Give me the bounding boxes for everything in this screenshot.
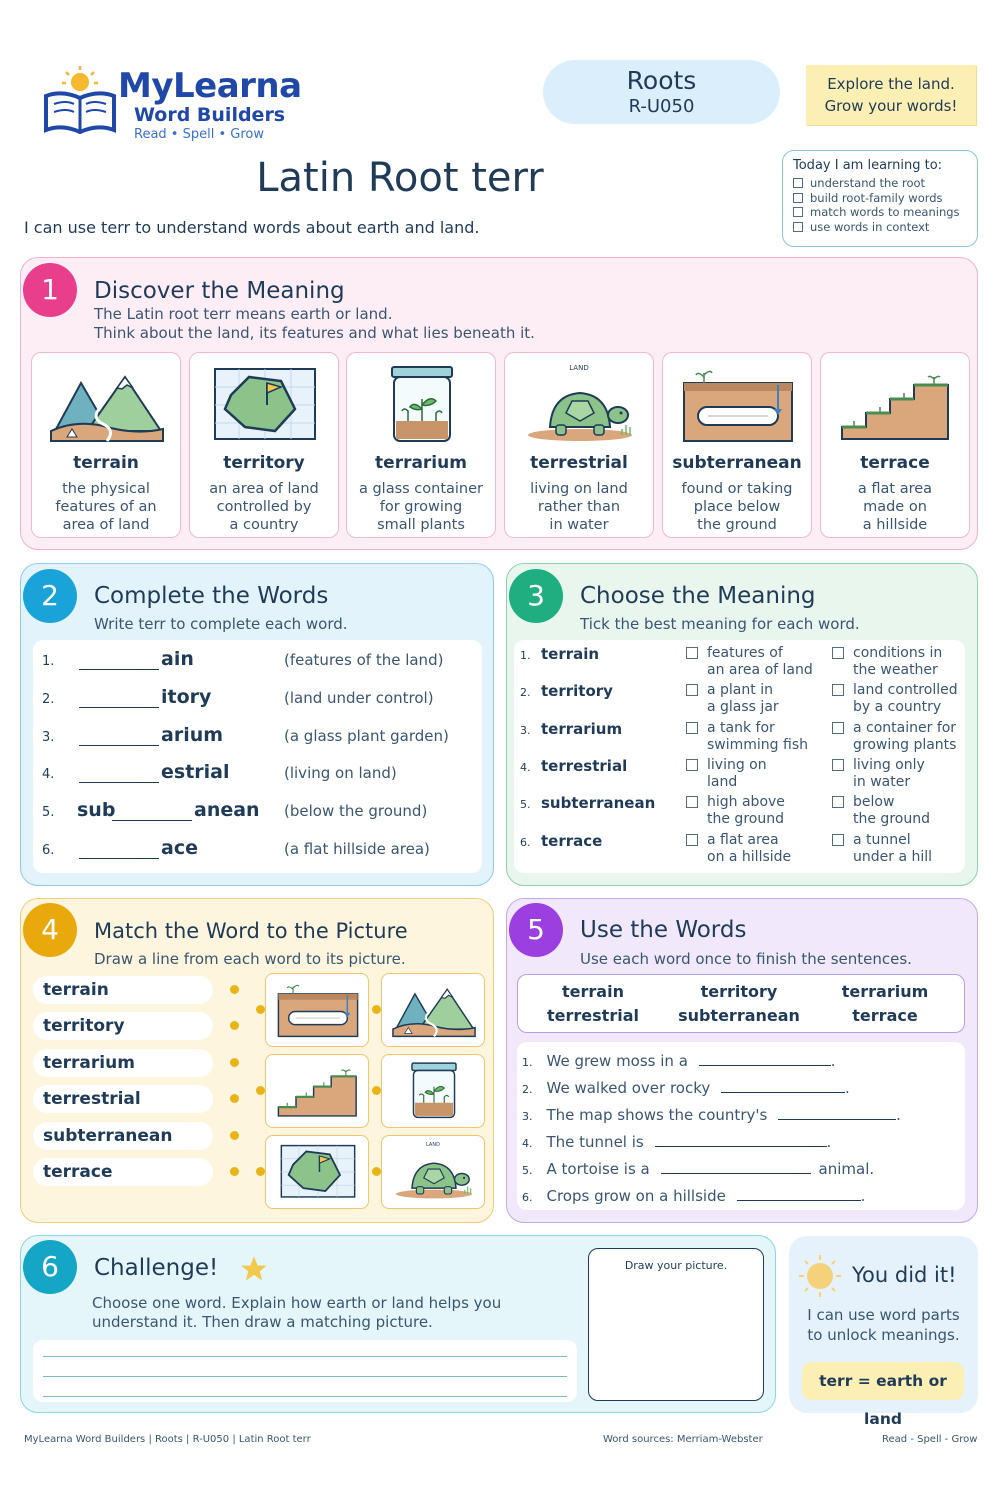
bank-word: terrain [562, 982, 624, 1001]
choice-row: 1. terrain features of an area of land conditions in the weather [520, 645, 943, 678]
option-a[interactable]: a flat area on a hillside [686, 832, 791, 866]
option-a[interactable]: a tank for swimming fish [686, 720, 808, 754]
underground-tunnel-icon [274, 977, 362, 1043]
picture-box[interactable] [265, 973, 369, 1047]
choice-row: 5. subterranean high above the ground below the ground [520, 794, 930, 827]
section-subtitle: Tick the best meaning for each word. [580, 615, 860, 633]
bank-word: terrestrial [547, 1006, 639, 1025]
answer-blank[interactable] [699, 1048, 831, 1066]
checkbox[interactable] [686, 796, 698, 808]
goal-item[interactable]: match words to meanings [793, 205, 967, 220]
section-title: Complete the Words [94, 583, 329, 609]
checkbox[interactable] [832, 647, 844, 659]
picture-dot[interactable] [372, 1005, 381, 1014]
picture-box[interactable] [265, 1135, 369, 1209]
section-number-5: 5 [509, 903, 563, 957]
sentence-row: 2. We walked over rocky . [522, 1075, 850, 1097]
sentence-row: 3. The map shows the country's . [522, 1102, 901, 1124]
picture-box[interactable] [265, 1054, 369, 1128]
fill-in-row: 5. sub anean (below the ground) [42, 799, 428, 821]
picture-box[interactable] [381, 973, 485, 1047]
card-word: terrarium [375, 453, 467, 473]
option-b[interactable]: below the ground [832, 794, 930, 828]
jar-plant-icon [362, 365, 482, 445]
footer-left: MyLearna Word Builders | Roots | R-U050 | Latin Root terr [24, 1434, 311, 1445]
section-intro-line-2: Think about the land, its features and what lies beneath it. [94, 324, 535, 342]
jar-plant-icon [390, 1058, 478, 1124]
learning-goals-box [782, 150, 978, 247]
section-number-3: 3 [509, 569, 563, 623]
answer-blank[interactable] [79, 765, 159, 783]
sentence-row: 6. Crops grow on a hillside . [522, 1183, 865, 1205]
answer-blank[interactable] [79, 690, 159, 708]
fill-in-row: 6. ace (a flat hillside area) [42, 837, 430, 859]
map-flag-icon [205, 365, 325, 445]
card-definition: an area of land controlled by a country [209, 481, 319, 533]
section-subtitle: Use each word once to finish the sentences. [580, 950, 912, 968]
word-card-territory [189, 352, 339, 538]
logo-title: MyLearna [118, 66, 302, 106]
bank-word: subterranean [678, 1006, 800, 1025]
card-definition: found or taking place below the ground [681, 481, 793, 533]
challenge-line-1: Choose one word. Explain how earth or land helps you [92, 1294, 502, 1312]
answer-blank[interactable] [655, 1129, 827, 1147]
answer-blank[interactable] [79, 728, 159, 746]
checkbox[interactable] [686, 684, 698, 696]
terraced-hill-icon [274, 1058, 362, 1124]
land-label: LAND [569, 364, 589, 372]
section-subtitle: Draw a line from each word to its picture. [94, 950, 406, 968]
drawing-box[interactable] [588, 1248, 764, 1401]
page-title: Latin Root terr [256, 155, 544, 201]
option-a[interactable]: a plant in a glass jar [686, 682, 779, 716]
match-word[interactable]: terrace [33, 1158, 213, 1186]
learning-statement: I can use terr to understand words about earth and land. [24, 218, 480, 237]
section-number-4: 4 [23, 903, 77, 957]
terraced-hill-icon [836, 365, 956, 445]
fill-in-row: 3. arium (a glass plant garden) [42, 724, 449, 746]
section-title: Discover the Meaning [94, 278, 345, 304]
fill-in-row: 2. itory (land under control) [42, 686, 434, 708]
bank-word: territory [700, 982, 778, 1001]
bank-word: terrace [852, 1006, 918, 1025]
checkbox[interactable] [686, 834, 698, 846]
option-b[interactable]: a tunnel under a hill [832, 832, 932, 866]
drawing-label: Draw your picture. [624, 1259, 728, 1272]
picture-box[interactable] [381, 1135, 485, 1209]
checkbox[interactable] [793, 222, 803, 232]
match-word[interactable]: territory [33, 1012, 213, 1040]
word-card-terrarium [346, 352, 496, 538]
option-b[interactable]: land controlled by a country [832, 682, 958, 716]
summary-text: I can use word parts to unlock meanings. [807, 1306, 960, 1344]
checkbox[interactable] [832, 796, 844, 808]
answer-blank[interactable] [79, 652, 159, 670]
card-word: terrestrial [530, 453, 628, 473]
option-b[interactable]: living only in water [832, 757, 925, 791]
match-word[interactable]: terrarium [33, 1049, 213, 1077]
topic-label: Roots [626, 66, 697, 95]
checkbox[interactable] [832, 759, 844, 771]
goal-item[interactable]: understand the root [793, 176, 967, 191]
star-icon [240, 1255, 268, 1283]
land-label: LAND [426, 1142, 440, 1148]
option-a[interactable]: living on land [686, 757, 767, 791]
section-subtitle: Write terr to complete each word. [94, 615, 348, 633]
summary-title: You did it! [852, 1263, 957, 1287]
answer-blank[interactable] [778, 1102, 896, 1120]
match-dot[interactable] [230, 985, 239, 994]
map-flag-icon [274, 1139, 362, 1205]
word-card-subterranean [662, 352, 812, 538]
section-intro-line-1: The Latin root terr means earth or land. [94, 305, 393, 323]
checkbox[interactable] [686, 647, 698, 659]
option-a[interactable]: features of an area of land [686, 645, 813, 679]
tortoise-icon [390, 1139, 478, 1205]
card-word: terrace [860, 453, 930, 473]
tortoise-icon [520, 365, 640, 445]
answer-blank[interactable] [112, 803, 192, 821]
underground-tunnel-icon [678, 365, 798, 445]
choice-row: 6. terrace a flat area on a hillside a tunnel under a hill [520, 832, 933, 865]
picture-dot[interactable] [256, 1167, 265, 1176]
match-dot[interactable] [230, 1094, 239, 1103]
picture-dot[interactable] [256, 1086, 265, 1095]
unit-code: R-U050 [628, 96, 695, 117]
picture-dot[interactable] [372, 1086, 381, 1095]
card-word: territory [223, 453, 305, 473]
match-dot[interactable] [230, 1131, 239, 1140]
open-book-sun-icon [40, 66, 120, 136]
logo-subtitle: Word Builders [134, 104, 286, 126]
option-b[interactable]: a container for growing plants [832, 720, 956, 754]
challenge-line-2: understand it. Then draw a matching picture. [92, 1313, 433, 1331]
section-number-6: 6 [23, 1240, 77, 1294]
note-line-2: Grow your words! [824, 97, 958, 115]
answer-blank[interactable] [721, 1075, 845, 1093]
answer-blank[interactable] [737, 1183, 861, 1201]
picture-dot[interactable] [256, 1005, 265, 1014]
word-card-terrace [820, 352, 970, 538]
sun-icon [797, 1253, 843, 1299]
fill-in-row: 1. ain (features of the land) [42, 648, 444, 670]
sentence-row: 5. A tortoise is a animal. [522, 1156, 874, 1178]
checkbox[interactable] [832, 722, 844, 734]
sentence-list [517, 1042, 965, 1210]
match-word[interactable]: terrestrial [33, 1085, 213, 1113]
card-definition: living on land rather than in water [530, 481, 628, 533]
match-dot[interactable] [230, 1021, 239, 1030]
checkbox[interactable] [832, 834, 844, 846]
choice-row: 2. territory a plant in a glass jar land controlled by a country [520, 682, 958, 715]
logo-tagline: Read • Spell • Grow [134, 127, 264, 142]
picture-dot[interactable] [372, 1167, 381, 1176]
option-b[interactable]: conditions in the weather [832, 645, 942, 679]
section-title: Challenge! [94, 1255, 219, 1281]
sticky-note [806, 65, 976, 125]
goal-item[interactable]: build root-family words [793, 191, 967, 206]
option-a[interactable]: high above the ground [686, 794, 785, 828]
match-word[interactable]: terrain [33, 976, 213, 1004]
section-title: Match the Word to the Picture [94, 919, 408, 943]
section-number-2: 2 [23, 569, 77, 623]
choice-row: 4. terrestrial living on land living only in water [520, 757, 925, 790]
mountains-icon [390, 977, 478, 1043]
choice-row: 3. terrarium a tank for swimming fish a container for growing plants [520, 720, 957, 753]
checkbox[interactable] [686, 759, 698, 771]
fill-in-row: 4. estrial (living on land) [42, 761, 397, 783]
word-card-terrestrial [504, 352, 654, 538]
match-dot[interactable] [230, 1058, 239, 1067]
checkbox[interactable] [793, 178, 803, 188]
section-number-1: 1 [23, 263, 77, 317]
checkbox[interactable] [686, 722, 698, 734]
writing-area[interactable] [33, 1340, 577, 1402]
card-definition: a glass container for growing small plants [358, 481, 484, 533]
match-word[interactable]: subterranean [33, 1122, 213, 1150]
word-card-terrain [31, 352, 181, 538]
sentence-row: 4. The tunnel is . [522, 1129, 831, 1151]
word-bank [517, 974, 965, 1033]
topic-pill [543, 60, 780, 124]
bank-word: terrarium [841, 982, 929, 1001]
sentence-row: 1. We grew moss in a . [522, 1048, 835, 1070]
card-word: subterranean [672, 453, 802, 473]
section-title: Use the Words [580, 917, 747, 943]
mountains-icon [47, 365, 167, 445]
card-definition: a flat area made on a hillside [857, 481, 933, 533]
section-title: Choose the Meaning [580, 583, 816, 609]
card-definition: the physical features of an area of land [55, 481, 157, 533]
match-dot[interactable] [230, 1167, 239, 1176]
checkbox[interactable] [793, 193, 803, 203]
brand-logo [40, 66, 300, 146]
answer-blank[interactable] [661, 1156, 811, 1174]
card-word: terrain [73, 453, 139, 473]
picture-box[interactable] [381, 1054, 485, 1128]
checkbox[interactable] [832, 684, 844, 696]
checkbox[interactable] [793, 207, 803, 217]
goals-heading: Today I am learning to: [793, 158, 943, 173]
answer-blank[interactable] [79, 841, 159, 859]
root-formula: terr = earth or land [802, 1362, 964, 1400]
goal-item[interactable]: use words in context [793, 220, 967, 235]
footer-right: Read - Spell - Grow [882, 1434, 978, 1445]
note-line-1: Explore the land. [827, 75, 955, 93]
footer-sources: Word sources: Merriam-Webster [603, 1434, 763, 1445]
